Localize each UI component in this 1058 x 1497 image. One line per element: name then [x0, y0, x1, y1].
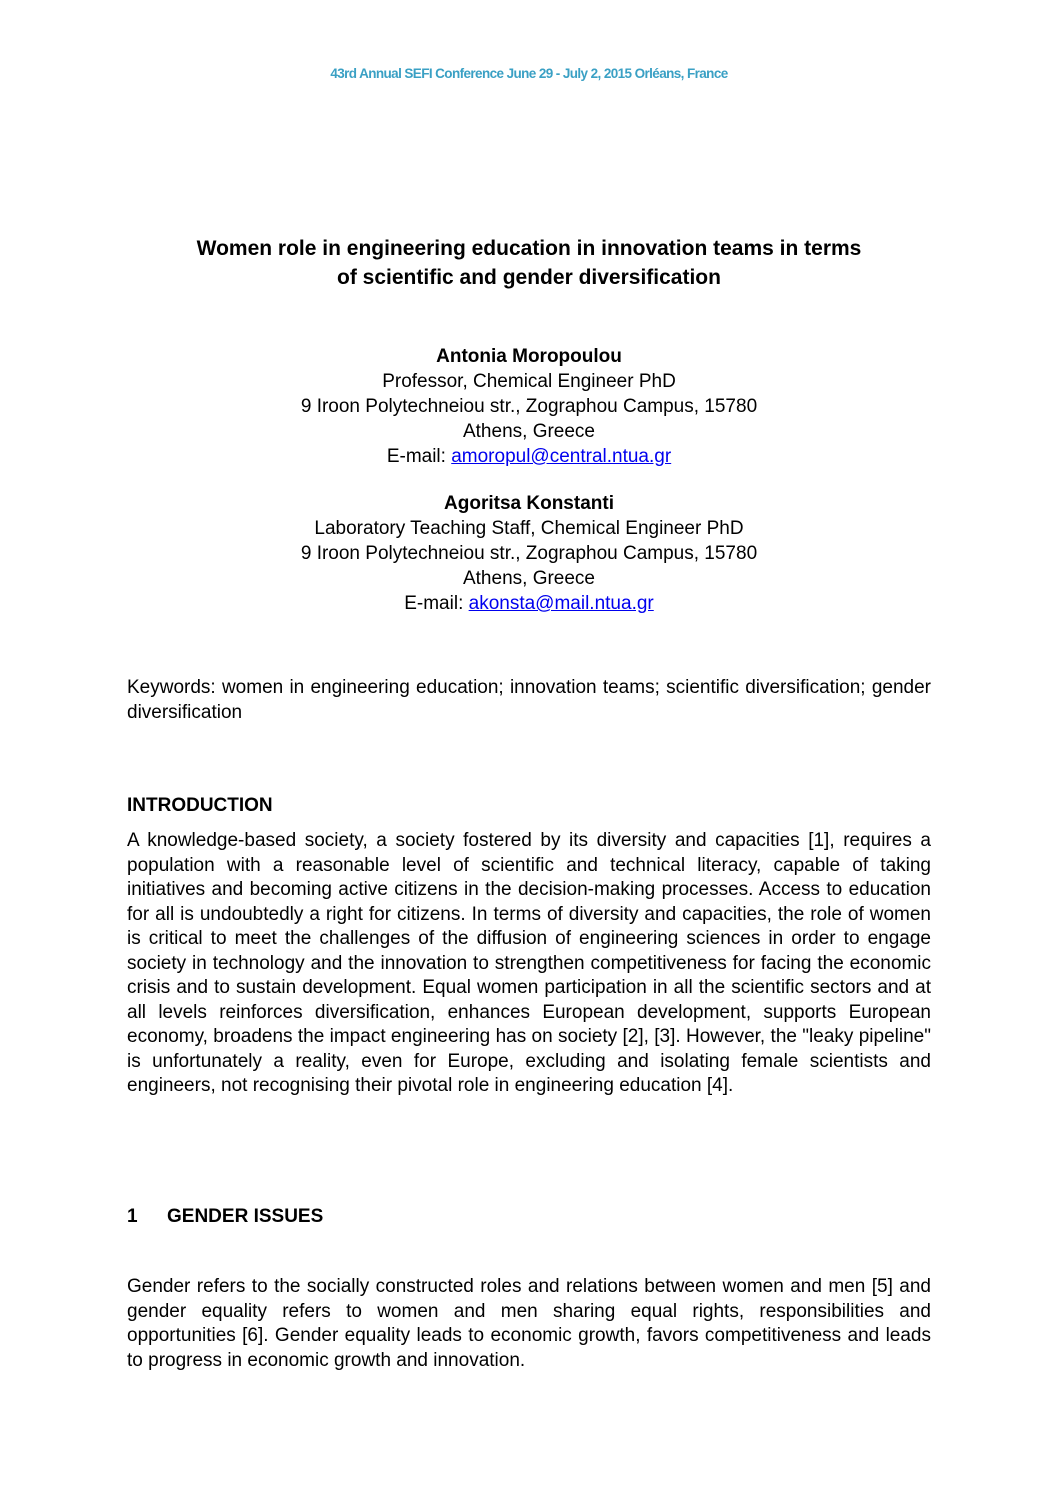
section-title: GENDER ISSUES: [167, 1206, 324, 1227]
author-position: Laboratory Teaching Staff, Chemical Engineer PhD: [314, 518, 744, 539]
email-label: E-mail:: [404, 593, 469, 614]
author-block-1: [0, 344, 1058, 469]
author-address: 9 Iroon Polytechneiou str., Zographou Campus, 15780: [300, 543, 758, 564]
title-line-2: of scientific and gender diversification: [337, 266, 721, 289]
author-position: Professor, Chemical Engineer PhD: [382, 371, 676, 392]
author-name: Antonia Moropoulou: [436, 346, 622, 367]
email-label: E-mail:: [386, 446, 452, 467]
title-line-1: Women role in engineering education in innovation teams in terms: [196, 237, 862, 260]
paper-title: [100, 234, 958, 292]
author-block-2: [0, 491, 1058, 616]
author-city: Athens, Greece: [462, 568, 596, 589]
author-city: Athens, Greece: [462, 421, 596, 442]
section-1-paragraph: Gender refers to the socially constructed roles and relations between women and men [5] and gender equality refers to women and men sharing equal rights, responsibilities and opportunities [6]. Gender equality leads to economic growth, favors competitiveness and leads to progress in economic growth and innovation.: [127, 1276, 931, 1371]
author-email-line: [0, 444, 1058, 469]
section-1-heading: [127, 1206, 323, 1228]
introduction-paragraph: A knowledge-based society, a society fostered by its diversity and capacities [1], requires a population with a reasonable level of scientific and technical literacy, capable of taking initiatives and becoming active citizens in the decision-making processes. Access to education for all is undoubtedly a right for citizens. In terms of diversity and capacities, the role of women is critical to meet the challenges of the diffusion of engineering sciences in order to engage society in technology and the innovation to strengthen competitiveness for facing the economic crisis and to sustain development. Equal women participation in all the scientific sectors and at all levels reinforces diversification, enhances European development, supports European economy, broadens the impact engineering has on society [2], [3]. However, the "leaky pipeline" is unfortunately a reality, even for Europe, excluding and isolating female scientists and engineers, not recognising their pivotal role in engineering education [4].: [127, 830, 931, 1096]
section-number: 1: [127, 1206, 138, 1227]
keywords: Keywords: women in engineering education; innovation teams; scientific diversification; gender diversification: [127, 677, 931, 723]
author-address: 9 Iroon Polytechneiou str., Zographou Campus, 15780: [300, 396, 758, 417]
author-email-link[interactable]: akonsta@mail.ntua.gr: [468, 593, 654, 614]
author-email-line: [0, 591, 1058, 616]
conference-header: 43rd Annual SEFI Conference June 29 - July 2, 2015 Orléans, France: [330, 66, 728, 81]
author-email-link[interactable]: amoropul@central.ntua.gr: [451, 446, 672, 467]
author-name: Agoritsa Konstanti: [444, 493, 614, 514]
introduction-heading: INTRODUCTION: [127, 795, 273, 816]
